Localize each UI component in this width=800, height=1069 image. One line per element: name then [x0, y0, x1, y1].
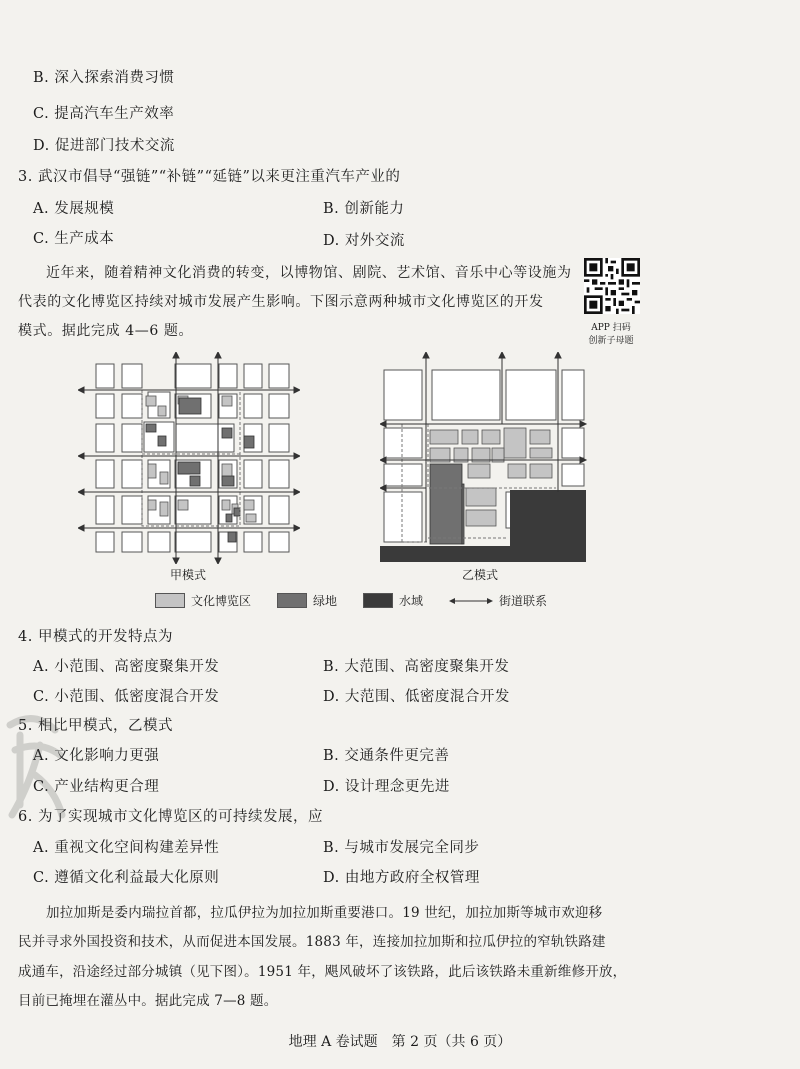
- legend-label-green: 绿地: [313, 594, 338, 608]
- legend-label-culture: 文化博览区: [191, 594, 252, 608]
- prev-option-b: B. 深入探索消费习惯: [33, 70, 175, 86]
- intro1-line-3: 模式。据此完成 4—6 题。: [18, 323, 194, 339]
- legend-swatch-water: [363, 593, 393, 608]
- q3-option-d: D. 对外交流: [323, 233, 405, 249]
- q3-option-c: C. 生产成本: [33, 231, 115, 247]
- intro2-line-4: 目前已掩埋在灌丛中。据此完成 7—8 题。: [18, 993, 278, 1009]
- intro2-line-3: 成通车，沿途经过部分城镇（见下图）。1951 年，飓风破坏了该铁路，此后该铁路未重新维修开放，: [18, 964, 627, 980]
- pattern-b-label: 乙模式: [462, 568, 499, 582]
- q6-option-c: C. 遵循文化利益最大化原则: [33, 870, 220, 886]
- q6-option-b: B. 与城市发展完全同步: [323, 840, 480, 856]
- intro2-line-1: 加拉加斯是委内瑞拉首都，拉瓜伊拉为加拉加斯重要港口。19 世纪，加拉加斯等城市欢迎移: [46, 905, 603, 921]
- q5-option-b: B. 交通条件更完善: [323, 748, 450, 764]
- qr-caption-2: 创新子母题: [588, 336, 634, 346]
- pattern-a-diagram: [78, 352, 300, 564]
- q5-option-c: C. 产业结构更合理: [33, 779, 160, 795]
- q4-stem: 4. 甲模式的开发特点为: [18, 629, 173, 645]
- legend-label-water: 水域: [399, 594, 424, 608]
- figure-legend: [155, 592, 547, 609]
- q3-stem: 3. 武汉市倡导“强链”“补链”“延链”以来更注重汽车产业的: [18, 169, 401, 185]
- q5-option-d: D. 设计理念更先进: [323, 779, 450, 795]
- q4-option-d: D. 大范围、低密度混合开发: [323, 689, 510, 705]
- prev-option-d: D. 促进部门技术交流: [33, 138, 175, 154]
- q5-stem: 5. 相比甲模式，乙模式: [18, 718, 173, 734]
- q6-stem: 6. 为了实现城市文化博览区的可持续发展，应: [18, 809, 323, 825]
- q4-option-a: A. 小范围、高密度聚集开发: [33, 659, 220, 675]
- pattern-b-diagram: [380, 352, 590, 566]
- prev-option-c: C. 提高汽车生产效率: [33, 106, 175, 122]
- double-arrow-icon: [449, 596, 493, 606]
- watermark-mark: [0, 705, 70, 825]
- q6-option-d: D. 由地方政府全权管理: [323, 870, 480, 886]
- q4-option-b: B. 大范围、高密度聚集开发: [323, 659, 510, 675]
- q5-option-a: A. 文化影响力更强: [33, 748, 160, 764]
- intro1-line-2: 代表的文化博览区持续对城市发展产生影响。下图示意两种城市文化博览区的开发: [18, 294, 544, 310]
- legend-label-street: 街道联系: [499, 594, 548, 608]
- q6-option-a: A. 重视文化空间构建差异性: [33, 840, 220, 856]
- q3-option-b: B. 创新能力: [323, 201, 405, 217]
- q4-option-c: C. 小范围、低密度混合开发: [33, 689, 220, 705]
- legend-swatch-culture: [155, 593, 185, 608]
- intro2-line-2: 民并寻求外国投资和技术，从而促进本国发展。1883 年，连接加拉加斯和拉瓜伊拉的窄轨铁路建: [18, 934, 606, 950]
- qr-code[interactable]: [584, 258, 640, 314]
- q3-option-a: A. 发展规模: [33, 201, 115, 217]
- legend-swatch-green: [277, 593, 307, 608]
- qr-caption-1: APP 扫码: [591, 323, 631, 333]
- intro1-line-1: 近年来，随着精神文化消费的转变，以博物馆、剧院、艺术馆、音乐中心等设施为: [46, 265, 572, 281]
- page-footer: 地理 A 卷试题 第 2 页（共 6 页）: [288, 1034, 512, 1050]
- pattern-a-label: 甲模式: [170, 568, 207, 582]
